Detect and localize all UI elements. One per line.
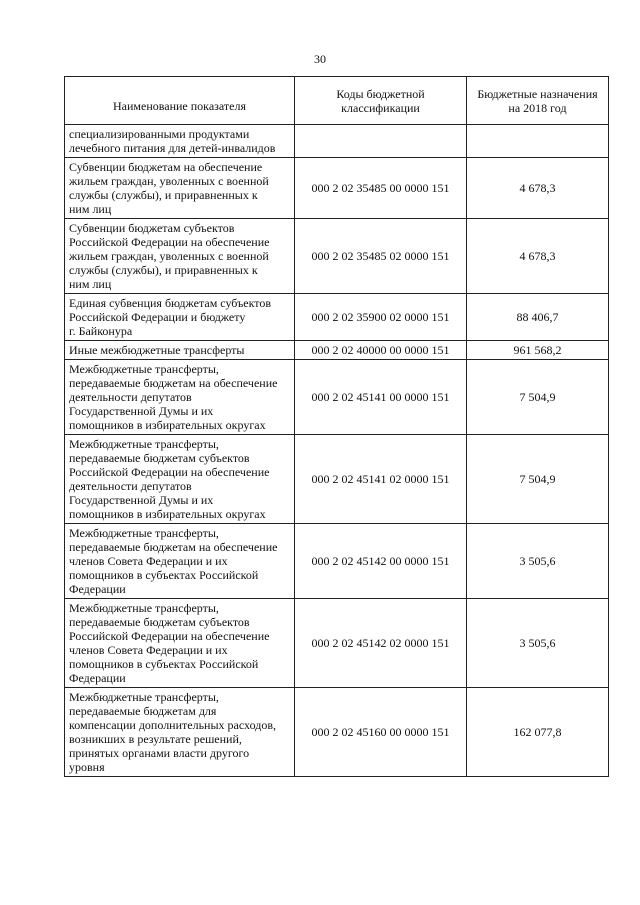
table-row xyxy=(65,688,609,777)
classification-code-cell: 000 2 02 45160 00 0000 151 xyxy=(295,688,467,777)
indicator-name-line: жильем граждан, уволенных с военной xyxy=(69,174,269,188)
indicator-name-line: Межбюджетные трансферты, xyxy=(69,437,219,451)
table-row xyxy=(65,341,609,360)
indicator-name-line: членов Совета Федерации и их xyxy=(69,554,228,568)
header-classification-codes: Коды бюджетной классификации xyxy=(295,77,467,125)
budget-amount-cell: 4 678,3 xyxy=(467,158,609,219)
indicator-name-line: Российской Федерации на обеспечение xyxy=(69,465,270,479)
indicator-name-cell xyxy=(65,688,295,777)
classification-code-cell: 000 2 02 45142 02 0000 151 xyxy=(295,599,467,688)
indicator-name-line: Иные межбюджетные трансферты xyxy=(69,343,245,357)
indicator-name-line: передаваемые бюджетам на обеспечение xyxy=(69,376,278,390)
indicator-name-line: помощников в избирательных округах xyxy=(69,507,266,521)
indicator-name-line: лечебного питания для детей-инвалидов xyxy=(69,141,276,155)
budget-amount-cell: 3 505,6 xyxy=(467,599,609,688)
indicator-name-line: компенсации дополнительных расходов, xyxy=(69,718,276,732)
indicator-name-cell xyxy=(65,125,295,158)
indicator-name-line: помощников в субъектах Российской xyxy=(69,657,259,671)
table-body xyxy=(65,125,609,777)
header-budget-2018: Бюджетные назначения на 2018 год xyxy=(467,77,609,125)
indicator-name-line: службы (службы), и приравненных к xyxy=(69,263,258,277)
table-row xyxy=(65,524,609,599)
header-indicator-name: Наименование показателя xyxy=(65,77,295,125)
indicator-name-cell xyxy=(65,219,295,294)
indicator-name-line: Федерации xyxy=(69,582,126,596)
budget-table xyxy=(64,76,609,777)
indicator-name-line: помощников в избирательных округах xyxy=(69,418,266,432)
classification-code-cell: 000 2 02 40000 00 0000 151 xyxy=(295,341,467,360)
indicator-name-cell xyxy=(65,360,295,435)
indicator-name-line: членов Совета Федерации и их xyxy=(69,643,228,657)
indicator-name-cell xyxy=(65,599,295,688)
indicator-name-line: деятельности депутатов xyxy=(69,479,192,493)
table-row xyxy=(65,360,609,435)
classification-code-cell: 000 2 02 35485 02 0000 151 xyxy=(295,219,467,294)
table-row xyxy=(65,219,609,294)
budget-amount-cell xyxy=(467,125,609,158)
budget-amount-cell: 88 406,7 xyxy=(467,294,609,341)
indicator-name-line: Межбюджетные трансферты, xyxy=(69,526,219,540)
classification-code-cell xyxy=(295,125,467,158)
indicator-name-line: Субвенции бюджетам на обеспечение xyxy=(69,160,263,174)
indicator-name-line: г. Байконура xyxy=(69,324,133,338)
indicator-name-line: деятельности депутатов xyxy=(69,390,192,404)
indicator-name-line: помощников в субъектах Российской xyxy=(69,568,259,582)
indicator-name-line: Российской Федерации на обеспечение xyxy=(69,629,270,643)
indicator-name-line: передаваемые бюджетам для xyxy=(69,704,217,718)
indicator-name-line: специализированными продуктами xyxy=(69,127,250,141)
budget-amount-cell: 3 505,6 xyxy=(467,524,609,599)
indicator-name-cell xyxy=(65,158,295,219)
indicator-name-line: передаваемые бюджетам на обеспечение xyxy=(69,540,278,554)
classification-code-cell: 000 2 02 45141 02 0000 151 xyxy=(295,435,467,524)
indicator-name-cell xyxy=(65,524,295,599)
classification-code-cell: 000 2 02 45142 00 0000 151 xyxy=(295,524,467,599)
indicator-name-line: Российской Федерации на обеспечение xyxy=(69,235,270,249)
table-header-row xyxy=(65,77,609,125)
budget-amount-cell: 7 504,9 xyxy=(467,435,609,524)
budget-amount-cell: 961 568,2 xyxy=(467,341,609,360)
indicator-name-line: уровня xyxy=(69,760,105,774)
indicator-name-line: Федерации xyxy=(69,671,126,685)
indicator-name-line: Государственной Думы и их xyxy=(69,404,214,418)
indicator-name-line: Российской Федерации и бюджету xyxy=(69,310,246,324)
table-row xyxy=(65,435,609,524)
indicator-name-line: передаваемые бюджетам субъектов xyxy=(69,451,250,465)
indicator-name-line: Государственной Думы и их xyxy=(69,493,214,507)
indicator-name-line: Межбюджетные трансферты, xyxy=(69,601,219,615)
table-row xyxy=(65,599,609,688)
indicator-name-line: Межбюджетные трансферты, xyxy=(69,690,219,704)
table-row xyxy=(65,125,609,158)
indicator-name-line: возникших в результате решений, xyxy=(69,732,242,746)
table-row xyxy=(65,158,609,219)
indicator-name-line: Межбюджетные трансферты, xyxy=(69,362,219,376)
budget-amount-cell: 7 504,9 xyxy=(467,360,609,435)
indicator-name-line: ним лиц xyxy=(69,202,112,216)
indicator-name-line: принятых органами власти другого xyxy=(69,746,250,760)
page-number: 30 xyxy=(314,52,326,66)
indicator-name-line: Единая субвенция бюджетам субъектов xyxy=(69,296,272,310)
table-row xyxy=(65,294,609,341)
budget-amount-cell: 162 077,8 xyxy=(467,688,609,777)
classification-code-cell: 000 2 02 45141 00 0000 151 xyxy=(295,360,467,435)
indicator-name-line: жильем граждан, уволенных с военной xyxy=(69,249,269,263)
indicator-name-cell xyxy=(65,435,295,524)
indicator-name-cell xyxy=(65,341,295,360)
indicator-name-line: службы (службы), и приравненных к xyxy=(69,188,258,202)
classification-code-cell: 000 2 02 35485 00 0000 151 xyxy=(295,158,467,219)
indicator-name-line: передаваемые бюджетам субъектов xyxy=(69,615,250,629)
budget-amount-cell: 4 678,3 xyxy=(467,219,609,294)
indicator-name-cell xyxy=(65,294,295,341)
classification-code-cell: 000 2 02 35900 02 0000 151 xyxy=(295,294,467,341)
indicator-name-line: Субвенции бюджетам субъектов xyxy=(69,221,235,235)
indicator-name-line: ним лиц xyxy=(69,277,112,291)
